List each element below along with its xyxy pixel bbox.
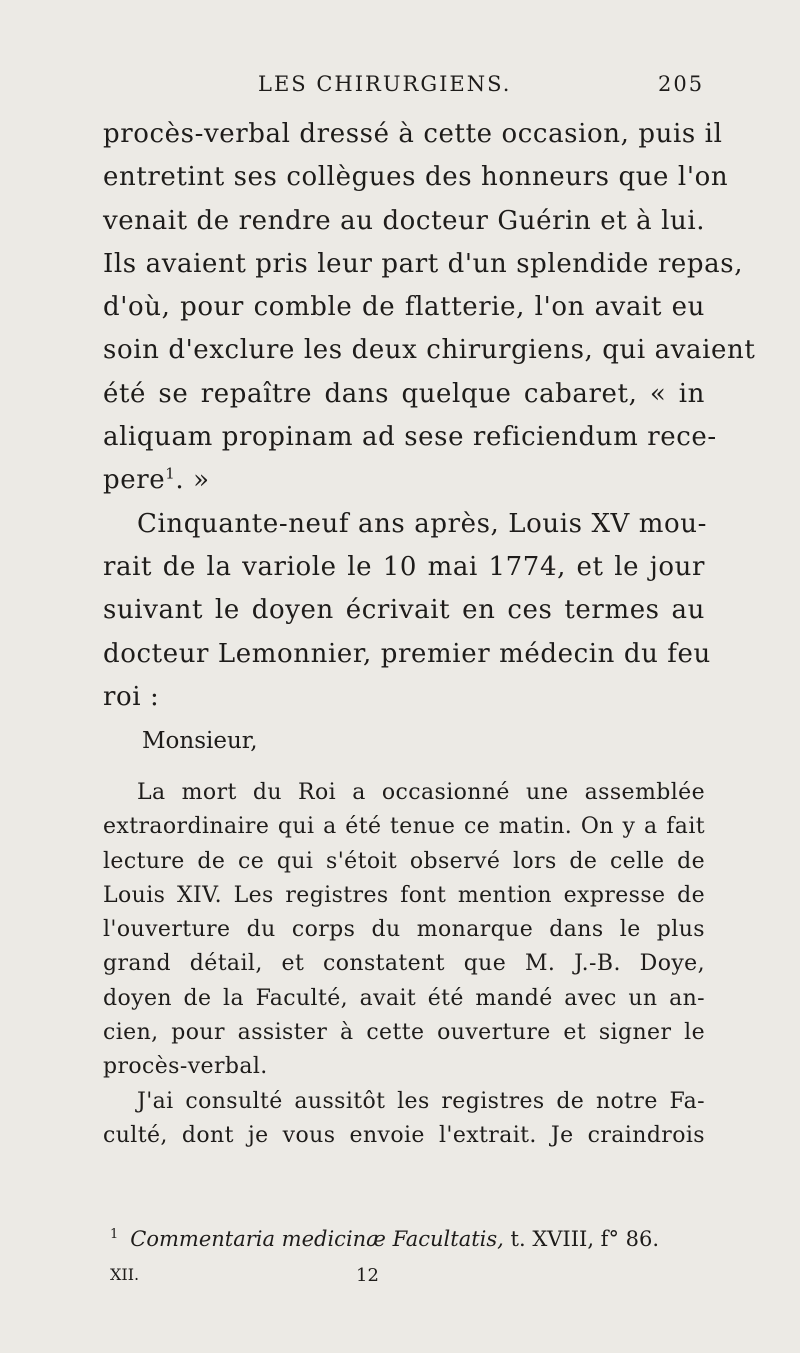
text-fragment: . » — [175, 465, 210, 496]
letter-line: extraordinaire qui a été tenue ce matin. On y a fait — [103, 814, 705, 840]
letter-line: La mort du Roi a occasionné une assemblée — [137, 780, 705, 805]
text-line: d'où, pour comble de flatterie, l'on avait eu — [103, 292, 705, 323]
footnote-reference: 1 — [165, 464, 176, 483]
text-line-with-note — [103, 459, 705, 502]
letter-line: Louis XIV. Les registres font mention expresse de — [103, 882, 705, 908]
footnote — [110, 1227, 659, 1251]
text-line: Ils avaient pris leur part d'un splendide repas, — [103, 248, 744, 279]
text-line: aliquam propinam ad sese reficiendum rece- — [103, 422, 717, 453]
letter-line: lecture de ce qui s'étoit observé lors de celle de — [103, 848, 705, 874]
main-text — [103, 113, 756, 719]
letter-line: cien, pour assister à cette ouverture et signer le — [103, 1020, 705, 1046]
text-line: Cinquante-neuf ans après, Louis XV mou- — [137, 508, 708, 539]
footnote-number: 1 — [110, 1227, 119, 1242]
text-line: venait de rendre au docteur Guérin et à lui. — [103, 205, 706, 236]
footnote-reference-text: t. XVIII, f° 86. — [510, 1227, 660, 1251]
letter-line: doyen de la Faculté, avait été mandé avec un an- — [103, 985, 705, 1011]
letter-salutation: Monsieur, — [142, 728, 258, 754]
signature-number: 12 — [356, 1265, 379, 1286]
signature-mark: XII. — [110, 1265, 140, 1284]
page-header — [0, 72, 800, 106]
running-title: LES CHIRURGIENS. — [258, 72, 512, 96]
letter-line: l'ouverture du corps du monarque dans le plus — [103, 917, 705, 943]
text-line: été se repaître dans quelque cabaret, « in — [103, 378, 705, 409]
text-line: roi : — [103, 681, 160, 712]
letter-line: culté, dont je vous envoie l'extrait. Je craindrois — [103, 1122, 705, 1148]
text-line: suivant le doyen écrivait en ces termes au — [103, 595, 705, 626]
text-fragment: pere — [103, 465, 166, 496]
letter-line: grand détail, et constatent que M. J.-B. Doye, — [103, 951, 705, 977]
letter-text — [103, 776, 705, 1153]
letter-line: J'ai consulté aussitôt les registres de notre Fa- — [137, 1088, 705, 1114]
text-line: rait de la variole le 10 mai 1774, et le jour — [103, 551, 705, 582]
footnote-title: Commentaria medicinæ Facultatis, — [130, 1227, 504, 1251]
letter-line: procès-verbal. — [103, 1054, 268, 1080]
text-line: entretint ses collègues des honneurs que l'on — [103, 162, 729, 193]
page-number: 205 — [658, 72, 705, 96]
text-line: procès-verbal dressé à cette occasion, puis il — [103, 119, 723, 149]
text-line: docteur Lemonnier, premier médecin du feu — [103, 638, 711, 669]
text-line: soin d'exclure les deux chirurgiens, qui avaient — [103, 335, 756, 366]
